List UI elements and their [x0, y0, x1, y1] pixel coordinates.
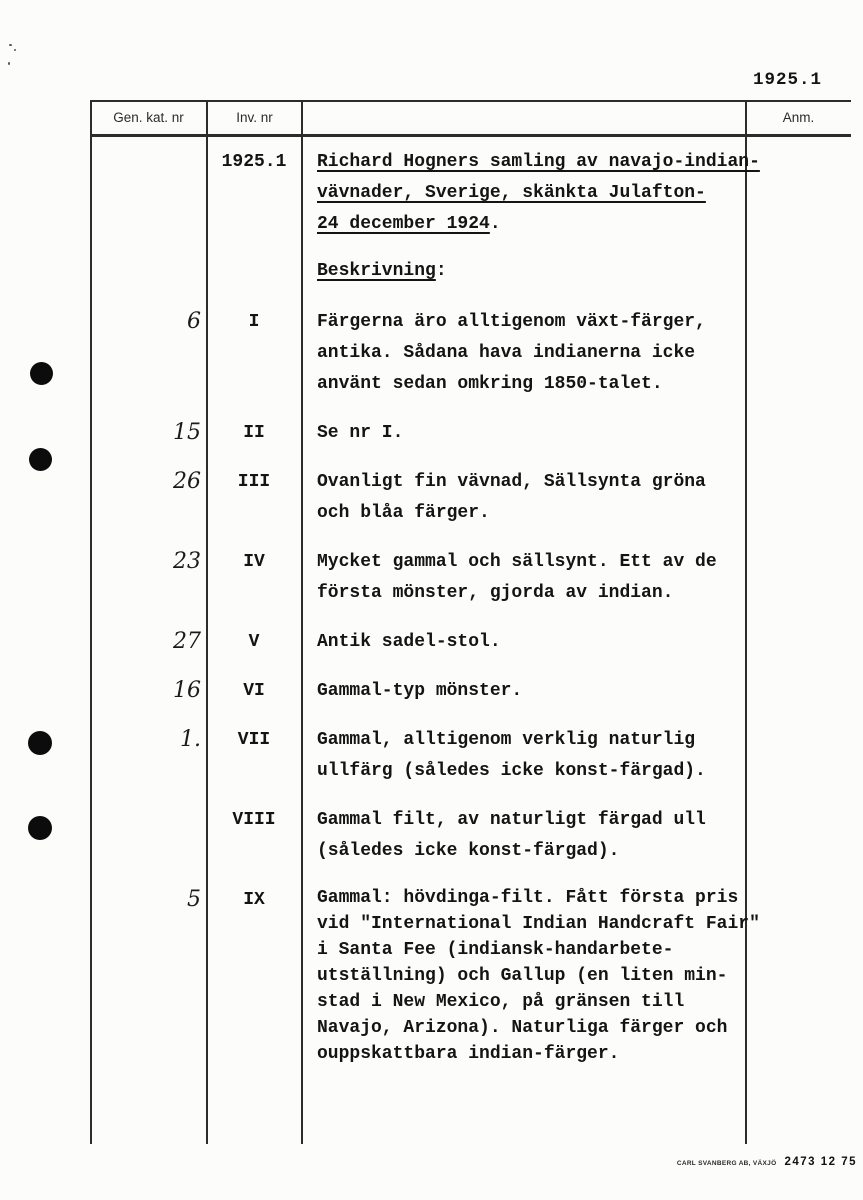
- entry-text: [302, 467, 852, 529]
- catalog-row: [90, 725, 852, 787]
- collection-title-text: [302, 147, 852, 240]
- entry-text-line: stad i New Mexico, på gränsen till: [317, 992, 685, 1012]
- inv-nr-value: I: [248, 312, 260, 332]
- catalog-row: [90, 307, 852, 400]
- entry-text-line: Navajo, Arizona). Naturliga färger och: [317, 1018, 728, 1038]
- entry-text: [302, 676, 852, 707]
- entry-text-line: utställning) och Gallup (en liten min-: [317, 966, 728, 986]
- inv-nr-value: 1925.1: [221, 152, 287, 172]
- inv-nr-value: V: [248, 632, 260, 652]
- punch-hole: [29, 448, 52, 471]
- catalog-row: [90, 627, 852, 658]
- catalog-rows: [90, 307, 852, 1067]
- gen-kat-value: [90, 805, 206, 867]
- collection-title-entry: [90, 147, 852, 240]
- printer-footer: [677, 1156, 857, 1168]
- inv-nr-value: VII: [237, 730, 271, 750]
- entry-text-line: Gammal filt, av naturligt färgad ull: [317, 810, 706, 830]
- punch-hole: [28, 816, 52, 840]
- entry-text-line: Se nr I.: [317, 423, 404, 443]
- gen-kat-value: 15: [173, 420, 201, 445]
- gen-kat-value: 27: [173, 629, 201, 654]
- inv-nr-value: VIII: [232, 810, 276, 830]
- entry-text-line: Gammal-typ mönster.: [317, 681, 523, 701]
- section-heading: Beskrivning:: [317, 261, 447, 281]
- title-line: 24 december 1924: [317, 214, 490, 234]
- inv-nr-value: IV: [243, 552, 265, 572]
- entry-text: [302, 805, 852, 867]
- title-line: Richard Hogners samling av navajo-indian-: [317, 152, 760, 172]
- entry-text-line: Antik sadel-stol.: [317, 632, 501, 652]
- entry-text-line: första mönster, gjorda av indian.: [317, 583, 674, 603]
- entry-text-line: Färgerna äro alltigenom växt-färger,: [317, 312, 706, 332]
- catalog-row: [90, 885, 852, 1067]
- column-header-anm: Anm.: [782, 110, 815, 125]
- entry-text-line: ouppskattbara indian-färger.: [317, 1044, 620, 1064]
- description-section: [90, 256, 852, 287]
- catalog-row: [90, 676, 852, 707]
- entry-text-line: antika. Sådana hava indianerna icke: [317, 343, 696, 363]
- catalog-row: [90, 418, 852, 449]
- entry-text-line: i Santa Fee (indiansk-handarbete-: [317, 940, 674, 960]
- title-line: vävnader, Sverige, skänkta Julafton-: [317, 183, 706, 203]
- entry-text-line: Gammal: hövdinga-filt. Fått första pris: [317, 888, 739, 908]
- entry-text: [302, 725, 852, 787]
- gen-kat-value: 5: [187, 887, 201, 912]
- printer-name: CARL SVANBERG AB, VÄXJÖ: [676, 1160, 777, 1167]
- entry-text-line: Ovanligt fin vävnad, Sällsynta gröna: [317, 472, 706, 492]
- entry-text-line: använt sedan omkring 1850-talet.: [317, 374, 663, 394]
- gen-kat-value: 23: [173, 549, 201, 574]
- inv-nr-value: VI: [243, 681, 265, 701]
- entry-text: [302, 307, 852, 400]
- column-header-inv-nr: Inv. nr: [236, 110, 273, 125]
- entry-text: [302, 627, 852, 658]
- gen-kat-value: 1.: [180, 727, 201, 752]
- page-number: 1925.1: [753, 70, 823, 90]
- scan-speck: [14, 49, 16, 51]
- entry-text-line: (således icke konst-färgad).: [317, 841, 620, 861]
- entry-text-line: Gammal, alltigenom verklig naturlig: [317, 730, 696, 750]
- entry-text: [302, 547, 852, 609]
- catalog-content: [90, 147, 852, 1085]
- scan-speck: [8, 62, 10, 65]
- inv-nr-value: II: [243, 423, 265, 443]
- catalog-row: [90, 805, 852, 867]
- catalog-row: [90, 547, 852, 609]
- catalog-row: [90, 467, 852, 529]
- entry-text-line: Mycket gammal och sällsynt. Ett av de: [317, 552, 717, 572]
- gen-kat-value: 16: [173, 678, 201, 703]
- column-header-gen-kat-nr: Gen. kat. nr: [113, 110, 184, 125]
- scan-speck: [9, 44, 12, 46]
- entry-text-line: vid "International Indian Handcraft Fair": [317, 914, 760, 934]
- inv-nr-value: III: [237, 472, 271, 492]
- printer-code: 2473 12 75: [784, 1156, 857, 1168]
- inv-nr-value: IX: [243, 890, 265, 910]
- entry-text-line: och blåa färger.: [317, 503, 490, 523]
- entry-text-line: ullfärg (således icke konst-färgad).: [317, 761, 706, 781]
- entry-text: [302, 885, 852, 1067]
- gen-kat-value: 6: [187, 309, 201, 334]
- gen-kat-value: 26: [173, 469, 201, 494]
- punch-hole: [30, 362, 53, 385]
- gen-kat-value: [90, 147, 206, 240]
- title-suffix: .: [489, 214, 501, 234]
- entry-text: [302, 418, 852, 449]
- punch-hole: [28, 731, 52, 755]
